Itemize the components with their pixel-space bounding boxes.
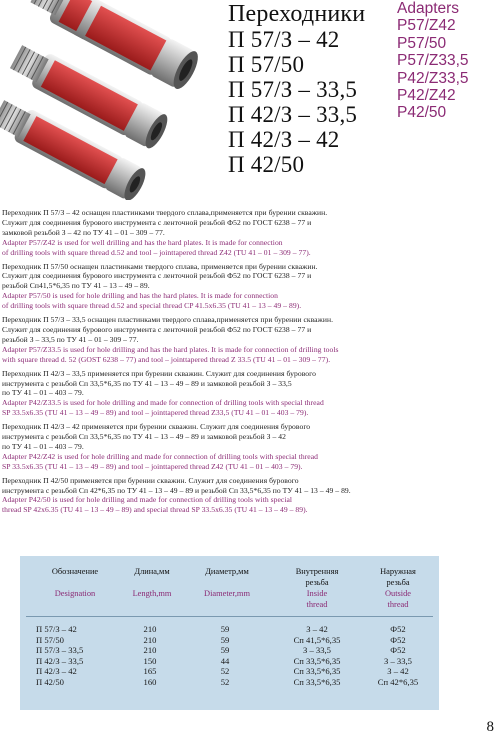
table-cell: З – 33,5: [384, 655, 412, 666]
page-number: 8: [486, 719, 494, 735]
ru-line: инструмента с резьбой Сп 42*6,35 по ТУ 41 – 13 – 49 – 89 и резьбой Сп 33,5*6,35 по ТУ 41 – 13 – 49 – 89.: [2, 485, 351, 495]
table-cell: 210: [143, 624, 157, 634]
en-line: Adapter P57/50 is used for hole drilling and has the hard plates. It is made for connection: [2, 291, 278, 301]
ru-line: Переходник П 42/50 применяется при бурении скважин. Служит для соединения бурового: [2, 475, 299, 485]
description-block: [2, 262, 498, 312]
ru-title-item: П 42/З – 33,5: [228, 102, 358, 127]
header-en: Length,mm: [132, 589, 172, 598]
column-designation: [36, 624, 83, 688]
table-cell: 59: [220, 634, 230, 645]
en-title-item: P57/50: [397, 34, 447, 52]
ru-heading: Переходники: [228, 1, 366, 27]
ru-line: Служит для соединения бурового инструмента с ленточной резьбой Ф52 по ГОСТ 6238 – 77 и: [2, 324, 312, 334]
table-cell: Сп 33,5*6,35: [293, 655, 341, 666]
table-cell: П 57/З – 42: [36, 624, 77, 634]
table-cell: Ф52: [390, 634, 406, 645]
table-cell: 150: [143, 655, 157, 666]
en-line: Adapter P57/Z42 is used for well drilling and has the hard plates. It is made for connection: [2, 237, 283, 247]
header-en: Diameter,mm: [204, 589, 250, 598]
table-cell: Ф52: [390, 624, 406, 634]
header-ru: резьба: [386, 578, 410, 587]
table-cell: Сп 33,5*6,35: [293, 676, 341, 687]
table-cell: 165: [143, 666, 157, 677]
header-ru: Внутренняя: [295, 567, 339, 576]
column-outside-thread: [366, 624, 430, 688]
en-line: SP 33.5x6.35 (TU 41 – 13 – 49 – 89) and tool – jointtapered thread Z42 (TU 41 – 01 – 403 – 79).: [2, 461, 303, 471]
header-ru: Наружная: [380, 567, 416, 576]
header-en: thread: [306, 600, 328, 609]
header-diameter: [190, 566, 264, 599]
table-divider: [26, 616, 433, 617]
en-line: of drilling tools with square thread d.52 and special thread CP 41.5x6.35 (TU 41 – 13 – 49 – 89).: [2, 301, 302, 311]
en-line: with square thread d. 52 (GOST 6238 – 77) and tool – jointtapered thread Z 33.5 (TU 41 – 01 – 309 – 77).: [2, 354, 331, 364]
header-en: Inside: [306, 589, 328, 598]
table-cell: Сп 33,5*6,35: [293, 666, 341, 677]
adapter-parts-illustration: [0, 0, 225, 200]
ru-title-item: П 42/З – 42: [228, 127, 340, 152]
table-cell: Ф52: [390, 645, 406, 656]
en-line: Adapter P42/Z33.5 is used for hole drilling and made for connection of drilling tools with special thread: [2, 398, 324, 408]
header-en: Designation: [54, 589, 96, 598]
table-cell: П 42/З – 42: [36, 666, 77, 677]
table-cell: З – 33,5: [303, 645, 331, 656]
ru-line: Переходник П 57/З – 42 оснащен пластинками твердого сплава,применяется при бурении скважин.: [2, 208, 328, 217]
description-block: [2, 315, 498, 365]
en-line: of drilling tools with square thread d.52 and tool – jointtapered thread Z42 (TU 41 – 01 – 309 – 77).: [2, 247, 311, 257]
en-title-item: P57/Z33,5: [397, 52, 469, 70]
header-en: Outside: [384, 589, 412, 598]
column-inside-thread: [282, 624, 352, 688]
en-line: Adapter P57/Z33.5 is used for hole drilling and has the hard plates. It is made for connection of drilling tools: [2, 344, 339, 354]
header-outside-thread: [364, 566, 432, 610]
table-cell: З – 42: [387, 666, 409, 677]
russian-titles: [228, 2, 365, 177]
description-blocks: [2, 208, 498, 519]
en-line: Adapter P42/Z42 is used for hole drilling and made for connection of drilling tools with special thread: [2, 451, 318, 461]
table-cell: 52: [220, 666, 230, 677]
header-ru: резьба: [305, 578, 329, 587]
en-title-item: P42/Z33,5: [397, 69, 469, 87]
ru-line: замковой резьбой З – 42 по ТУ 41 – 01 – 309 – 77.: [2, 227, 165, 237]
en-line: Adapter P42/50 is used for hole drilling and made for connection of drilling tools with special: [2, 495, 293, 505]
table-cell: П 57/50: [36, 634, 64, 645]
en-line: SP 33.5x6.35 (TU 41 – 13 – 49 – 89) and tool – jointtapered thread Z33,5 (TU 41 – 01 – 403 – 79).: [2, 408, 309, 418]
ru-line: инструмента с резьбой Сп 33,5*6,35 по ТУ 41 – 13 – 49 – 89 и замковой резьбой З – 42: [2, 432, 286, 442]
header-length: [120, 566, 184, 599]
ru-line: Служит для соединения бурового инструмента с ленточной резьбой Ф52 по ГОСТ 6238 – 77 и: [2, 217, 312, 227]
ru-title-item: П 57/50: [228, 52, 305, 77]
ru-line: Переходник П 57/50 оснащен пластинками твердого сплава, применяется при бурении скважин.: [2, 261, 318, 271]
table-cell: Сп 42*6,35: [377, 676, 419, 687]
ru-line: Переходник П 42/З – 42 применяется при бурении скважин. Служит для соединения бурового: [2, 422, 311, 432]
table-cell: 210: [143, 634, 157, 645]
ru-line: по ТУ 41 – 01 – 403 – 79.: [2, 441, 84, 451]
table-cell: 210: [143, 645, 157, 656]
en-title-item: P42/50: [397, 104, 447, 122]
specifications-table: [20, 556, 439, 710]
ru-line: Переходник П 57/З – 33,5 оснащен пластинками твердого сплава,применяется при бурении скважин.: [2, 315, 334, 325]
en-line: thread SP 42x6.35 (TU 41 – 13 – 49 – 89) and special thread SP 33.5x6.35 (TU 41 – 13 – 49 – 89).: [2, 505, 308, 515]
table-cell: З – 42: [306, 624, 328, 634]
header-en: thread: [387, 600, 409, 609]
header-ru: Длина,мм: [134, 567, 170, 576]
table-cell: П 57/З – 33,5: [36, 645, 84, 656]
description-block: [2, 476, 498, 516]
en-heading: Adapters: [397, 0, 460, 17]
table-cell: 160: [143, 676, 157, 687]
ru-title-item: П 57/З – 33,5: [228, 77, 358, 102]
ru-title-item: П 42/50: [228, 152, 305, 177]
english-titles: [397, 0, 469, 122]
description-block: [2, 369, 498, 419]
ru-line: Служит для соединения бурового инструмента с ленточной резьбой Ф52 по ГОСТ 6238 – 77 и: [2, 271, 312, 281]
table-cell: П 42/З – 33,5: [36, 655, 84, 666]
table-cell: П 42/50: [36, 676, 64, 687]
ru-line: инструмента с резьбой Сп 33,5*6,35 по ТУ 41 – 13 – 49 – 89 и замковой резьбой З – 33,5: [2, 378, 292, 388]
table-cell: 52: [220, 676, 230, 687]
ru-line: Переходник П 42/З – 33,5 применяется при бурении скважин. Служит для соединения бурового: [2, 368, 316, 378]
ru-line: по ТУ 41 – 01 – 403 – 79.: [2, 388, 84, 398]
ru-title-item: П 57/З – 42: [228, 27, 340, 52]
table-cell: Сп 41,5*6,35: [293, 634, 341, 645]
en-title-item: P57/Z42: [397, 17, 456, 35]
ru-line: резьбой З – 33,5 по ТУ 41 – 01 – 309 – 77.: [2, 334, 139, 344]
en-title-item: P42/Z42: [397, 87, 456, 105]
description-block: [2, 208, 498, 258]
header-inside-thread: [278, 566, 356, 610]
hero-section: [0, 0, 500, 200]
header-ru: Обозначение: [51, 567, 99, 576]
header-ru: Диаметр,мм: [205, 567, 249, 576]
column-length: [130, 624, 170, 688]
table-cell: 59: [220, 645, 230, 656]
ru-line: резьбой Сп41,5*6,35 по ТУ 41 – 13 – 49 – 89.: [2, 281, 150, 291]
column-diameter: [205, 624, 245, 688]
table-cell: 44: [220, 655, 230, 666]
header-designation: [30, 566, 120, 599]
table-cell: 59: [220, 624, 230, 634]
description-block: [2, 422, 498, 472]
